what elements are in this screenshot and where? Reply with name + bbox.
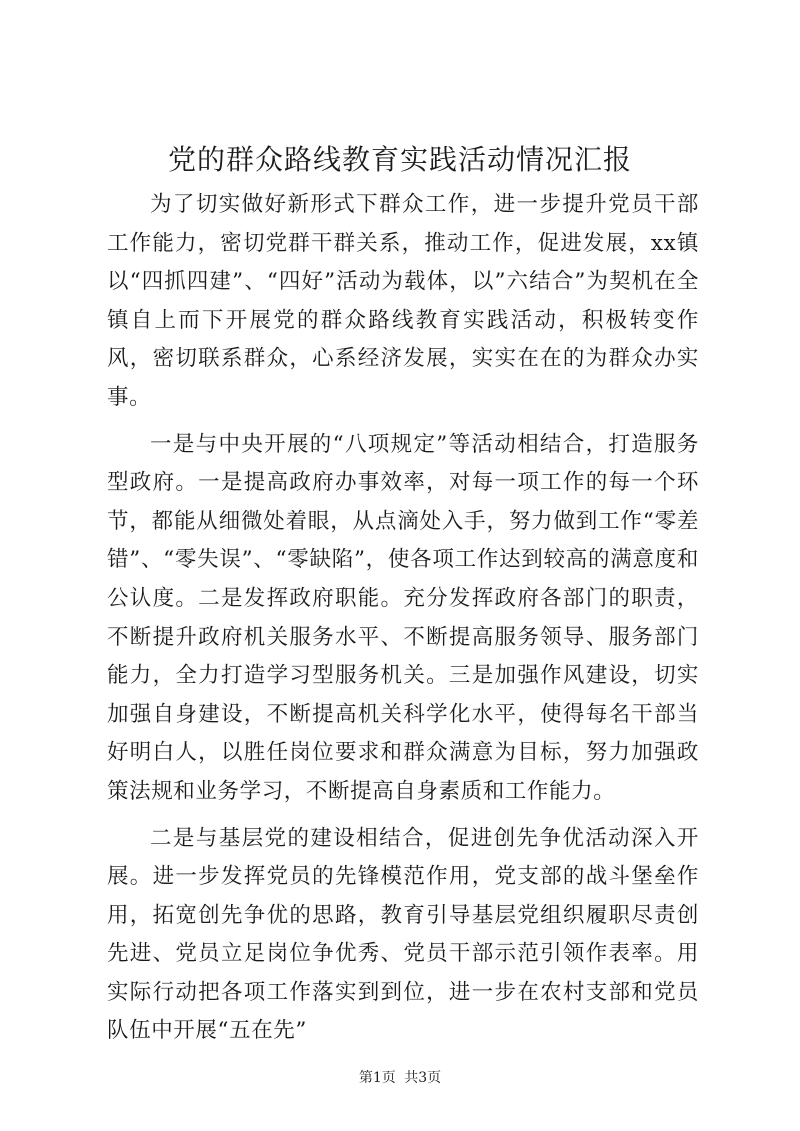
paragraph-point-one: 一是与中央开展的“八项规定”等活动相结合，打造服务型政府。一是提高政府办事效率，对每一项工作的每一个环节，都能从细微处着眼，从点滴处入手，努力做到工作“零差错”、“零失误”、“零缺陷”，使各项工作达到较高的满意度和公认度。二是发挥政府职能。充分发挥政府各部门的职责，不断提升政府机关服务水平、不断提高服务领导、服务部门能力，全力打造学习型服务机关。三是加强作风建设，切实加强自身建设，不断提高机关科学化水平，使得每名干部当好明白人，以胜任岗位要求和群众满意为目标，努力加强政策法规和业务学习，不断提高自身素质和工作能力。: [107, 431, 699, 804]
paragraph-point-two: 二是与基层党的建设相结合，促进创先争优活动深入开展。进一步发挥党员的先锋模范作用，党支部的战斗堡垒作用，拓宽创先争优的思路，教育引导基层党组织履职尽责创先进、党员立足岗位争优秀、党员干部示范引领作表率。用实际行动把各项工作落实到到位，进一步在农村支部和党员队伍中开展“五在先”: [107, 825, 699, 1044]
page-number: 第1页: [358, 1070, 396, 1086]
paragraph-intro: 为了切实做好新形式下群众工作，进一步提升党员干部工作能力，密切党群干群关系，推动工作，促进发展，xx镇以“四抓四建”、“四好”活动为载体，以”六结合”为契机在全镇自上而下开展党的群众路线教育实践活动，积极转变作风，密切联系群众，心系经济发展，实实在在的为群众办实事。: [107, 192, 699, 410]
document-title: 党的群众路线教育实践活动情况汇报: [167, 143, 632, 176]
page-footer: [0, 1068, 800, 1088]
document-body: [107, 186, 699, 1059]
page-total: 共3页: [404, 1070, 442, 1086]
